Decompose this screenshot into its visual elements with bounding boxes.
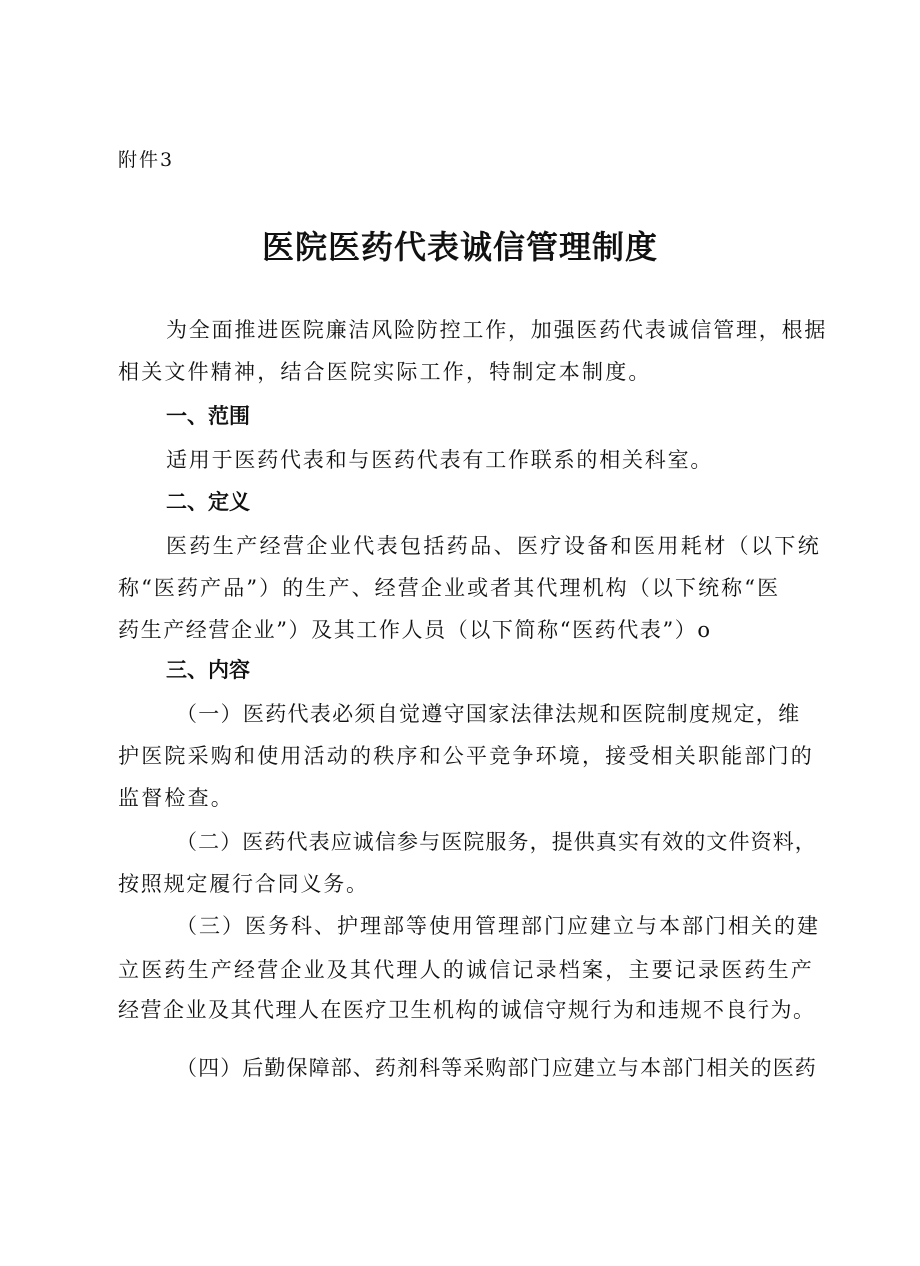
content-item-1-line: 监督检查。 [118,786,234,810]
content-item-2-line: （二）医药代表应诚信参与医院服务，提供真实有效的文件资料， [176,830,817,854]
scope-line: 适用于医药代表和与医药代表有工作联系的相关科室。 [166,448,714,472]
content-item-4-line: （四）后勤保障部、药剂科等采购部门应建立与本部门相关的医药 [176,1056,817,1080]
intro-line: 相关文件精神，结合医院实际工作，特制定本制度。 [118,360,652,384]
content-item-1-line: 护医院采购和使用活动的秩序和公平竞争环境，接受相关职能部门的 [118,744,814,768]
content-item-3-line: 立医药生产经营企业及其代理人的诚信记录档案，主要记录医药生产 [118,958,814,982]
definition-line: 药生产经营企业”）及其工作人员（以下简称“医药代表”）o [118,618,712,642]
definition-line: 医药生产经营企业代表包括药品、医疗设备和医用耗材（以下统 [166,534,822,558]
intro-line: 为全面推进医院廉洁风险防控工作，加强医药代表诚信管理，根据 [166,318,828,342]
content-item-3-line: （三）医务科、护理部等使用管理部门应建立与本部门相关的建 [176,914,820,938]
definition-line: 称“医药产品”）的生产、经营企业或者其代理机构（以下统称“医 [118,576,781,600]
content-item-1-line: （一）医药代表必须自觉遵守国家法律法规和医院制度规定，维 [176,702,801,726]
content-item-2-line: 按照规定履行合同义务。 [118,872,369,896]
section-heading-content: 三、内容 [166,658,250,682]
content-item-3-line: 经营企业及其代理人在医疗卫生机构的诚信守规行为和违规不良行为。 [118,998,816,1022]
section-heading-definition: 二、定义 [166,490,250,514]
document-title: 医院医药代表诚信管理制度 [261,228,658,266]
section-heading-scope: 一、范围 [166,404,250,428]
attachment-label: 附件3 [118,149,175,171]
